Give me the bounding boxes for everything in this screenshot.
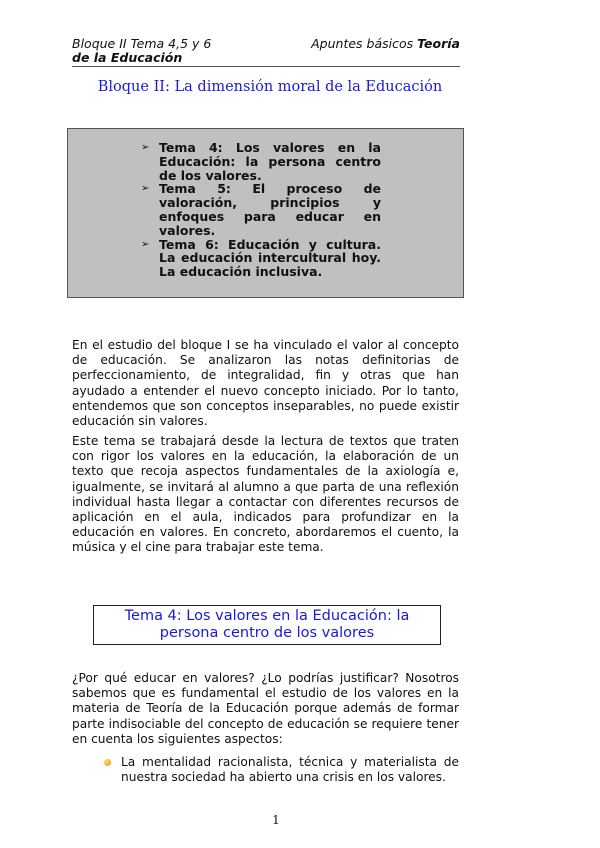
paragraph: Este tema se trabajará desde la lectura de textos que traten con rigor los valores en la educación, la elaboración de un texto que recoja aspectos fundamentales de la axiología e, igualmente, se invitará al alumno a que parta de una reflexión individual hasta llegar a contactar con diferentes recursos de aplicación en el aula, indicados para profundizar en la educación en valores. En concreto, abordaremos el cuento, la música y el cine para trabajar este tema. [72,434,459,555]
tema-heading-box [93,605,441,645]
topics-box [67,128,464,298]
header-line2: de la Educación [72,50,183,65]
tema-heading-line: Tema 4: Los valores en la Educación: la [124,608,410,624]
arrow-bullet-icon: ➢ [141,238,150,250]
page-number: 1 [272,813,280,827]
header-right: Apuntes básicos Teoría [311,36,460,51]
bullet-dot-icon [104,759,111,766]
paragraph: En el estudio del bloque I se ha vinculado el valor al concepto de educación. Se analizaron las notas definitorias de perfeccionamiento, de integralidad, fin y otras que han ayudado a entender el nuevo concepto iniciado. Por lo tanto, entendemos que son conceptos inseparables, no puede existir educación sin valores. [72,338,459,429]
topic-item: ➢ Tema 5: El proceso de valoración, principios y enfoques para educar en valores. [141,181,381,238]
topic-item: ➢ Tema 4: Los valores en la Educación: la persona centro de los valores. [141,140,381,183]
list-item [104,755,459,785]
page-header [72,37,460,65]
topic-item: ➢ Tema 6: Educación y cultura. La educación intercultural hoy. La educación inclusiva. [141,236,381,280]
tema-heading-line: persona centro de los valores [159,625,375,641]
topics-list [141,141,381,279]
arrow-bullet-icon: ➢ [141,142,150,153]
list-item-text: La mentalidad racionalista, técnica y materialista de nuestra sociedad ha abierto una crisis en los valores. [121,755,459,785]
header-divider [72,66,460,67]
arrow-bullet-icon: ➢ [141,183,150,195]
header-left: Bloque II Tema 4,5 y 6 [72,36,212,51]
section-title: Bloque II: La dimensión moral de la Educación [97,79,443,95]
paragraph: ¿Por qué educar en valores? ¿Lo podrías justificar? Nosotros sabemos que es fundamental el estudio de los valores en la materia de Teoría de la Educación porque además de formar parte indisociable del concepto de educación se requiere tener en cuenta los siguientes aspectos: [72,671,459,746]
